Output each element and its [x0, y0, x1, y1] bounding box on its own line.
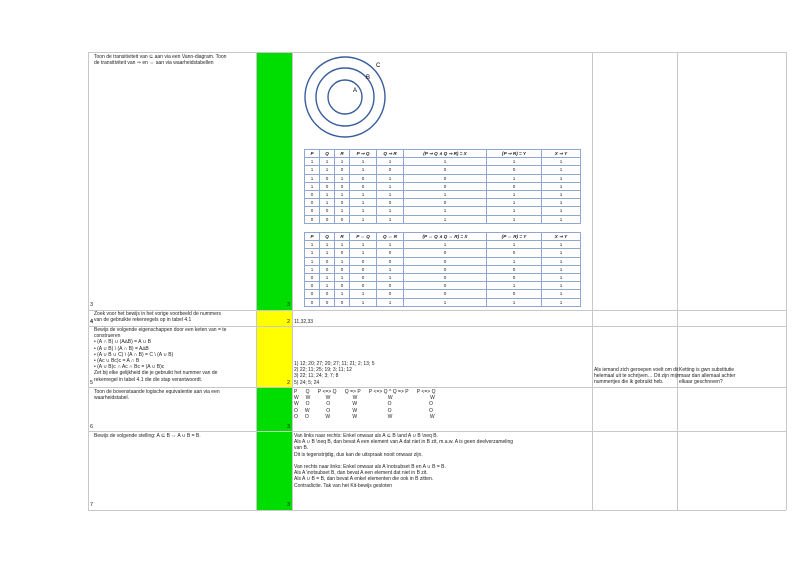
truth-table-cell: 0 [350, 182, 377, 190]
grid-line [88, 387, 786, 388]
grid-line [88, 52, 786, 53]
truth-table-row [305, 273, 581, 281]
truth-table-cell: 1 [487, 158, 542, 166]
truth-table-cell: 0 [335, 249, 350, 257]
truth-table-cell: 1 [320, 282, 335, 290]
truth-table-cell: 1 [487, 282, 542, 290]
truth-table-cell: 1 [377, 190, 404, 198]
truth-table-cell: 1 [542, 174, 581, 182]
truth-table-row [305, 158, 581, 166]
truth-table-row [305, 166, 581, 174]
truth-table-cell: 1 [350, 249, 377, 257]
truth-table-cell: 1 [305, 182, 320, 190]
score-value: 3 [287, 502, 291, 508]
score-cell-green [257, 53, 292, 310]
truth-table-cell: 1 [305, 174, 320, 182]
truth-table-cell: 1 [305, 241, 320, 249]
truth-table-cell: 0 [377, 166, 404, 174]
truth-table-cell: 1 [487, 241, 542, 249]
task-text: Zoek voor het bewijs in het vorige voorbeeld de nummers van de gebruikte rekenregels op in tabel 4.1 [94, 311, 222, 324]
truth-table-cell: 1 [320, 166, 335, 174]
truth-table-cell: 0 [487, 249, 542, 257]
truth-table-cell: 1 [404, 207, 487, 215]
truth-table-cell: 1 [404, 158, 487, 166]
truth-table-cell: 0 [335, 298, 350, 306]
truth-table-cell: 0 [350, 257, 377, 265]
truth-table-cell: 0 [404, 249, 487, 257]
truth-table-cell: 1 [487, 190, 542, 198]
truth-table-cell: 1 [335, 190, 350, 198]
comment-text: Als iemand zich geroepen voelt om dit helemaal uit te schrijven… Dit zijn mijn nummertjes die ik gebruikt heb. [594, 367, 680, 386]
truth-table-row [305, 282, 581, 290]
score-value: 2 [287, 380, 291, 386]
truth-table-header: X ⇒ Y [542, 150, 581, 158]
truth-table-cell: 1 [350, 298, 377, 306]
truth-table-row [305, 249, 581, 257]
truth-table-cell: 1 [377, 265, 404, 273]
grid-line [677, 52, 678, 510]
truth-table-cell: 1 [320, 249, 335, 257]
truth-table-row [305, 207, 581, 215]
truth-table-cell: 0 [404, 282, 487, 290]
truth-table-cell: 0 [320, 298, 335, 306]
truth-table-cell: 1 [320, 241, 335, 249]
truth-table-header: Q [320, 233, 335, 241]
venn-circle-a [328, 80, 362, 114]
truth-table-cell: 1 [305, 265, 320, 273]
answer-text: Van links naar rechts: Enkel onwaar als A ⊆ B \and A ∪ B \neq B. Als A ∪ B \neq B, dan bevat A een element van A dat niet in B zit, m.a.w. A is geen deelverzameling van B. Dit is tegenstrijdig, dus kan de uitspraak nooit onwaar zijn. Van rechts naar links: Enkel onwaar als A \notsubset B en A ∪ B = B. Als A \notsubset B, dan bevat A een element dat niet in B zit. Als A ∪ B = B, dan bevat A enkel elementen die ook in B zitten. Contradictie. Tak van het Kit-bewijs gesloten [294, 433, 514, 489]
grid-line [88, 510, 786, 511]
truth-table-cell: 0 [320, 290, 335, 298]
truth-table-header: (P ⇔ R) = Y [487, 233, 542, 241]
truth-table-cell: 0 [377, 257, 404, 265]
truth-table-cell: 0 [320, 174, 335, 182]
truth-table-header: (P ⇒ Q ∧ Q ⇒ R) = X [404, 150, 487, 158]
truth-table-cell: 0 [350, 282, 377, 290]
truth-table-cell: 0 [404, 257, 487, 265]
truth-table-header: P ⇒ Q [350, 150, 377, 158]
answer-text: P Q P <=> Q Q => P P <=> Q ^ Q => P P <=> Q W W W W W W W O O W O O O W O W O O O O W W W W [294, 389, 436, 420]
truth-table-cell: 1 [542, 257, 581, 265]
truth-table-cell: 1 [377, 158, 404, 166]
truth-table-cell: 1 [305, 249, 320, 257]
truth-table-cell: 1 [335, 241, 350, 249]
row-number: 3 [90, 302, 94, 308]
truth-table-cell: 0 [377, 249, 404, 257]
truth-table-row [305, 265, 581, 273]
score-cell-green [257, 432, 292, 510]
truth-table-cell: 0 [320, 207, 335, 215]
truth-table-cell: 1 [350, 241, 377, 249]
truth-table-row [305, 290, 581, 298]
truth-table-cell: 1 [377, 174, 404, 182]
truth-table-header: (P ⇒ R) = Y [487, 150, 542, 158]
venn-label-a: A [353, 88, 358, 94]
truth-table-cell: 1 [487, 257, 542, 265]
truth-table-cell: 1 [404, 241, 487, 249]
truth-table-cell: 1 [542, 190, 581, 198]
truth-table-row [305, 298, 581, 306]
truth-table-header: (P ⇔ Q ∧ Q ⇔ R) = X [404, 233, 487, 241]
truth-table-cell: 1 [335, 207, 350, 215]
truth-table-cell: 1 [350, 158, 377, 166]
truth-table-cell: 1 [377, 298, 404, 306]
truth-table-header: Q [320, 150, 335, 158]
venn-label-b: B [366, 75, 371, 81]
truth-table-cell: 1 [305, 158, 320, 166]
venn-circle-c [305, 57, 385, 137]
truth-table-cell: 1 [350, 199, 377, 207]
truth-table-cell: 0 [404, 273, 487, 281]
truth-table-cell: 0 [404, 199, 487, 207]
truth-table-cell: 0 [335, 282, 350, 290]
truth-table-row [305, 190, 581, 198]
grid-line [786, 52, 787, 510]
truth-table-cell: 0 [487, 182, 542, 190]
truth-table-row [305, 182, 581, 190]
truth-table-header: Q ⇒ R [377, 150, 404, 158]
truth-table-cell: 0 [305, 273, 320, 281]
truth-table-cell: 1 [320, 273, 335, 281]
truth-table-cell: 1 [542, 166, 581, 174]
row-number: 7 [90, 502, 94, 508]
truth-table-cell: 0 [305, 290, 320, 298]
truth-table-cell: 1 [404, 190, 487, 198]
truth-table-cell: 0 [404, 182, 487, 190]
truth-table-cell: 0 [335, 182, 350, 190]
grid-line [292, 52, 293, 510]
task-text: Toon de transitiviteit van ⊆ aan via een Vann-diagram. Toon de transitiviteit van ⇒ en ⇔ aan via waarheidstabellen [94, 54, 227, 67]
score-value: 3 [287, 424, 291, 430]
answer-text: 1) 12; 20; 27; 20; 27; 11; 21; 2; 13; 5 2) 22; 11; 25; 19; 3; 11; 12 3) 22; 11; 24; 3; 7; 8 5) 24; 5; 24 [294, 361, 375, 386]
truth-table-cell: 1 [404, 298, 487, 306]
truth-table-cell: 1 [377, 241, 404, 249]
truth-table-cell: 0 [377, 282, 404, 290]
truth-table-cell: 0 [487, 273, 542, 281]
truth-table-cell: 1 [335, 290, 350, 298]
truth-table-cell: 1 [542, 199, 581, 207]
grid-line [88, 431, 786, 432]
truth-table-cell: 0 [350, 174, 377, 182]
truth-table-cell: 0 [404, 290, 487, 298]
truth-table-header: Q ⇔ R [377, 233, 404, 241]
truth-table-cell: 1 [350, 190, 377, 198]
truth-table-cell: 0 [335, 215, 350, 223]
truth-table-cell: 1 [542, 182, 581, 190]
truth-table-cell: 1 [350, 290, 377, 298]
truth-table-cell: 0 [305, 207, 320, 215]
truth-table-cell: 1 [305, 166, 320, 174]
truth-table-cell: 0 [404, 166, 487, 174]
truth-table-cell: 0 [305, 215, 320, 223]
truth-table-row [305, 215, 581, 223]
truth-table-cell: 1 [542, 282, 581, 290]
truth-table-header: R [335, 150, 350, 158]
truth-table-cell: 1 [542, 215, 581, 223]
truth-table-cell: 0 [335, 166, 350, 174]
truth-table-cell: 1 [542, 265, 581, 273]
truth-table-cell: 1 [487, 207, 542, 215]
truth-table-header: P ⇔ Q [350, 233, 377, 241]
truth-table-cell: 1 [350, 207, 377, 215]
truth-table-cell: 0 [377, 290, 404, 298]
truth-table-header: P [305, 150, 320, 158]
row-number: 5 [90, 380, 94, 386]
grid-line [592, 52, 593, 510]
task-text: Bewijs de volgende eigenschappen door een keten van = te construeren • (A ∩ B) ∪ (A∆B) = A ∪ B • (A ∪ B) \ (A ∩ B) = A∆B • (A ∪ B ∪ C) \ (A ∩ B) = C \ (A ∪ B) • (Ac ∪ Bc)c = A ∩ B • (A ∪ B)c ∩ Ac ∩ Bc = (A ∪ B)c Zet bij elke gelijkheid die je gebruikt het nummer van de rekenregel in tabel 4.1 die die stap verantwoordt. [94, 327, 227, 383]
truth-table-cell: 0 [320, 257, 335, 265]
truth-table-cell: 1 [320, 158, 335, 166]
venn-label-c: C [376, 63, 381, 69]
truth-table-cell: 1 [542, 273, 581, 281]
truth-table-cell: 0 [350, 265, 377, 273]
score-value: 3 [287, 302, 291, 308]
truth-table-header: P [305, 233, 320, 241]
truth-table-cell: 0 [335, 265, 350, 273]
truth-table-cell: 0 [305, 282, 320, 290]
truth-table-cell: 1 [542, 290, 581, 298]
truth-table-row [305, 257, 581, 265]
row-number: 4 [90, 319, 94, 325]
truth-table-cell: 1 [350, 166, 377, 174]
truth-table-cell: 1 [305, 257, 320, 265]
truth-table-cell: 0 [305, 199, 320, 207]
truth-table-cell: 0 [305, 190, 320, 198]
truth-table-cell: 1 [404, 215, 487, 223]
truth-table-cell: 1 [487, 215, 542, 223]
truth-table-cell: 0 [335, 199, 350, 207]
score-cell-yellow [257, 327, 292, 387]
truth-table-cell: 1 [320, 190, 335, 198]
truth-table-header: X ⇒ Y [542, 233, 581, 241]
task-text: Bewijs de volgende stelling: A ⊆ B ⇔ A ∪ B = B. [94, 433, 201, 439]
truth-table-cell: 1 [487, 174, 542, 182]
truth-table-cell: 1 [335, 273, 350, 281]
truth-table-cell: 1 [377, 215, 404, 223]
truth-table-cell: 0 [320, 265, 335, 273]
truth-table-cell: 0 [350, 273, 377, 281]
score-value: 2 [287, 319, 291, 325]
truth-table-cell: 1 [377, 182, 404, 190]
truth-table-implication [304, 149, 581, 224]
truth-table-row [305, 241, 581, 249]
row-number: 6 [90, 424, 94, 430]
truth-table-cell: 1 [542, 207, 581, 215]
truth-table-cell: 0 [320, 215, 335, 223]
truth-table-cell: 0 [377, 199, 404, 207]
truth-table-equivalence [304, 232, 581, 307]
truth-table-row [305, 174, 581, 182]
truth-table-cell: 1 [350, 215, 377, 223]
venn-diagram [300, 55, 400, 141]
answer-text: 11,32,33 [294, 319, 314, 325]
truth-table-cell: 0 [320, 182, 335, 190]
truth-table-cell: 1 [335, 174, 350, 182]
task-text: Toon de bovenstaande logische equivalentie aan via een waarheidstabel. [94, 389, 220, 402]
truth-table-cell: 1 [542, 249, 581, 257]
truth-table-cell: 1 [335, 158, 350, 166]
grid-line [88, 52, 89, 510]
truth-table-row [305, 199, 581, 207]
truth-table-header: R [335, 233, 350, 241]
truth-table-cell: 1 [542, 241, 581, 249]
truth-table-cell: 0 [487, 290, 542, 298]
truth-table-cell: 0 [404, 174, 487, 182]
truth-table-cell: 1 [542, 298, 581, 306]
comment-text: Ketting is gwn substitutie maar dan allemaal achter elkaar geschreven? [679, 367, 736, 386]
truth-table-cell: 1 [320, 199, 335, 207]
truth-table-cell: 0 [487, 166, 542, 174]
truth-table-cell: 0 [487, 265, 542, 273]
truth-table-cell: 1 [487, 199, 542, 207]
truth-table-cell: 1 [487, 298, 542, 306]
truth-table-cell: 1 [377, 273, 404, 281]
truth-table-cell: 1 [377, 207, 404, 215]
truth-table-cell: 1 [542, 158, 581, 166]
truth-table-cell: 1 [335, 257, 350, 265]
truth-table-cell: 0 [404, 265, 487, 273]
truth-table-cell: 0 [305, 298, 320, 306]
